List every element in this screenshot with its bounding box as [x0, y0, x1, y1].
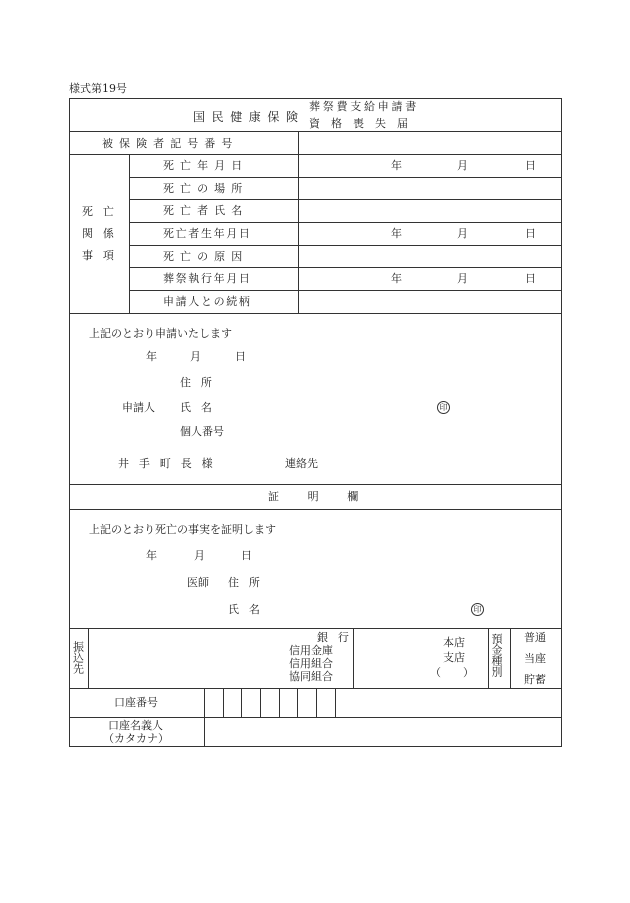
institution-type-kyodo: 協同組合: [289, 670, 333, 683]
doctor-address-label: 住所: [228, 576, 270, 589]
addressee-mayor: 井手町長様: [118, 457, 223, 470]
certification-month: 月: [194, 549, 205, 562]
row-line-6: [129, 290, 562, 291]
form-title-line2: 資格喪失届: [309, 117, 419, 130]
applicant-name-label: 氏名: [180, 401, 222, 414]
applicant-address-label: 住所: [180, 376, 222, 389]
bank-label-divider: [88, 628, 89, 688]
row-line-4: [129, 245, 562, 246]
digit-box-3: [260, 688, 261, 717]
row-line-3: [129, 222, 562, 223]
insured-row-bottom: [69, 154, 562, 155]
death-date-day: 日: [525, 159, 536, 172]
frame-left: [69, 98, 70, 746]
application-section-bottom: [69, 484, 562, 485]
branch-paren: （ ）: [430, 666, 474, 679]
account-row-bottom: [69, 717, 562, 718]
deceased-name-label: 死亡者氏名: [163, 204, 249, 217]
birthdate-month: 月: [457, 227, 468, 240]
death-place-label: 死亡の場所: [163, 182, 249, 195]
funeral-date-label: 葬祭執行年月日: [163, 272, 252, 285]
death-date-year: 年: [391, 159, 402, 172]
certification-year: 年: [146, 549, 157, 562]
funeral-date-year: 年: [391, 272, 402, 285]
insured-number-label: 被保険者記号番号: [102, 137, 239, 150]
institution-type-bank: 銀行: [317, 631, 359, 644]
deposit-type-savings: 貯蓄: [524, 673, 546, 686]
insured-number-divider: [298, 131, 299, 154]
applicant-label: 申請人: [122, 401, 155, 414]
certification-title: 証明欄: [268, 490, 387, 503]
digit-box-1: [223, 688, 224, 717]
row-line-1: [129, 177, 562, 178]
applicant-seal-mark: 印: [437, 401, 450, 414]
account-holder-label: 口座名義人: [108, 719, 163, 732]
deceased-birthdate-label: 死亡者生年月日: [163, 227, 252, 240]
birthdate-year: 年: [391, 227, 402, 240]
application-month: 月: [190, 350, 201, 363]
digit-box-2: [241, 688, 242, 717]
deposit-type-current: 当座: [524, 652, 546, 665]
death-section-bottom: [69, 313, 562, 314]
branch-type-branch: 支店: [443, 651, 465, 664]
death-group-label-1: 死亡: [82, 205, 124, 218]
deposit-type-ordinary: 普通: [524, 631, 546, 644]
doctor-label: 医師: [187, 576, 209, 589]
digit-box-7: [335, 688, 336, 717]
birthdate-day: 日: [525, 227, 536, 240]
relationship-label: 申請人との続柄: [163, 295, 252, 308]
application-day: 日: [235, 350, 246, 363]
institution-type-shinkumi: 信用組合: [289, 657, 333, 670]
frame-top: [69, 98, 562, 99]
death-date-label: 死亡年月日: [163, 159, 249, 172]
funeral-date-month: 月: [457, 272, 468, 285]
contact-label: 連絡先: [285, 457, 318, 470]
certification-statement: 上記のとおり死亡の事実を証明します: [89, 523, 276, 536]
frame-right: [561, 98, 562, 746]
deposit-label-divider-left: [488, 628, 489, 688]
death-cause-label: 死亡の原因: [163, 250, 249, 263]
digit-box-6: [316, 688, 317, 717]
deposit-type-label: 預金種別: [490, 633, 503, 677]
doctor-seal-mark: 印: [471, 603, 484, 616]
branch-type-main: 本店: [443, 636, 465, 649]
frame-bottom: [69, 746, 562, 747]
death-group-label-2: 関係: [82, 227, 124, 240]
header-divider: [69, 131, 562, 132]
application-statement: 上記のとおり申請いたします: [89, 327, 232, 340]
personal-number-label: 個人番号: [180, 425, 224, 438]
application-year: 年: [146, 350, 157, 363]
funeral-date-day: 日: [525, 272, 536, 285]
deposit-label-divider-right: [510, 628, 511, 688]
certification-day: 日: [241, 549, 252, 562]
insurer-label: 国民健康保険: [193, 110, 305, 124]
row-line-2: [129, 199, 562, 200]
form-title-line1: 葬祭費支給申請書: [309, 100, 419, 113]
account-holder-kana-label: （カタカナ）: [103, 732, 169, 745]
row-line-5: [129, 267, 562, 268]
transfer-label: 振込先: [71, 641, 85, 674]
digit-box-5: [297, 688, 298, 717]
digit-box-4: [279, 688, 280, 717]
death-group-label-3: 事項: [82, 249, 124, 262]
certification-title-bottom: [69, 509, 562, 510]
institution-type-shinkin: 信用金庫: [289, 644, 333, 657]
death-date-month: 月: [457, 159, 468, 172]
doctor-name-label: 氏名: [228, 603, 270, 616]
account-number-label: 口座番号: [114, 696, 158, 709]
form-number: 様式第19号: [69, 82, 127, 95]
